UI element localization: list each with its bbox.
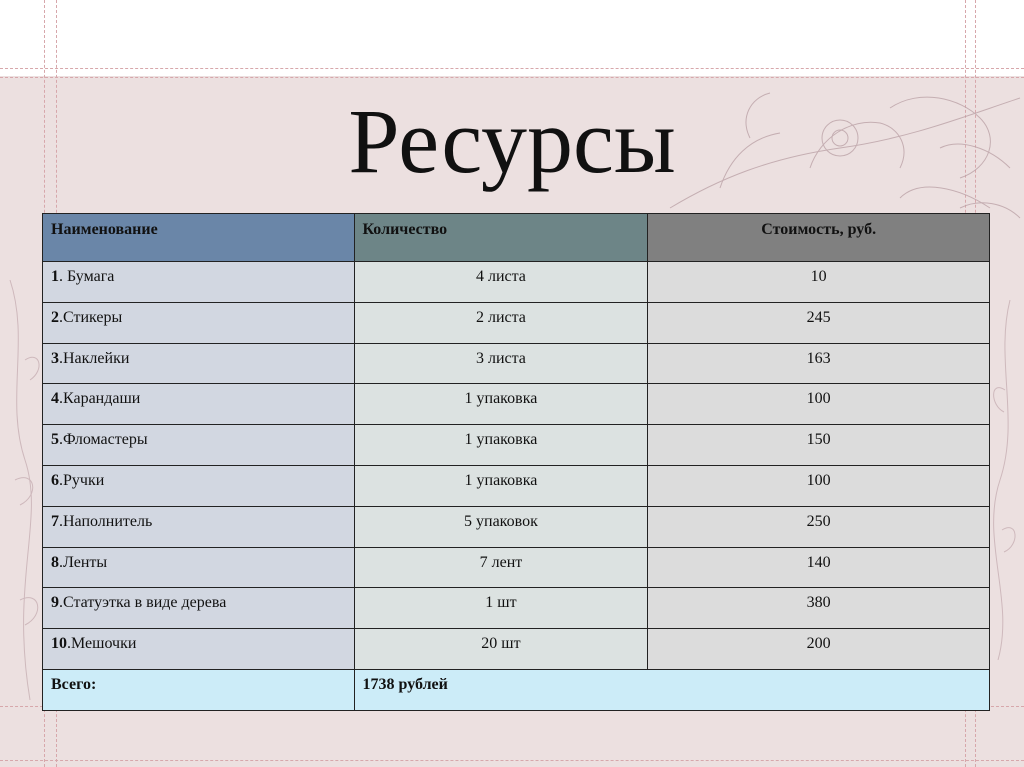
- item-quantity: 1 шт: [354, 588, 648, 629]
- item-cost: 380: [648, 588, 990, 629]
- total-label: Всего:: [43, 669, 355, 710]
- item-name: [43, 547, 355, 588]
- table-row: [43, 629, 990, 670]
- item-label: .Ручки: [59, 471, 105, 489]
- item-quantity: 20 шт: [354, 629, 648, 670]
- item-name: [43, 343, 355, 384]
- item-name: [43, 629, 355, 670]
- item-number: 2: [51, 308, 59, 326]
- table-row: [43, 302, 990, 343]
- table-header-row: [43, 214, 990, 262]
- item-quantity: 1 упаковка: [354, 384, 648, 425]
- item-name: [43, 425, 355, 466]
- item-number: 10: [51, 635, 67, 653]
- item-label: .Карандаши: [59, 390, 141, 408]
- item-label: .Наклейки: [59, 349, 130, 367]
- item-quantity: 1 упаковка: [354, 425, 648, 466]
- item-number: 9: [51, 594, 59, 612]
- item-number: 6: [51, 471, 59, 489]
- floral-decoration-right: [990, 300, 1024, 660]
- item-name: [43, 588, 355, 629]
- total-row: [43, 669, 990, 710]
- item-name: [43, 302, 355, 343]
- item-quantity: 4 листа: [354, 262, 648, 303]
- item-label: .Мешочки: [67, 635, 137, 653]
- item-label: .Ленты: [59, 553, 108, 571]
- table-row: [43, 588, 990, 629]
- resources-table: [42, 213, 990, 711]
- item-quantity: 7 лент: [354, 547, 648, 588]
- table-row: [43, 465, 990, 506]
- item-name: [43, 506, 355, 547]
- item-name: [43, 262, 355, 303]
- slide-title: Ресурсы: [348, 90, 676, 192]
- header-quantity: Количество: [354, 214, 648, 262]
- item-label: .Статуэтка в виде дерева: [59, 594, 227, 612]
- item-number: 4: [51, 390, 59, 408]
- item-cost: 245: [648, 302, 990, 343]
- table-row: [43, 425, 990, 466]
- item-quantity: 1 упаковка: [354, 465, 648, 506]
- item-number: 5: [51, 431, 59, 449]
- header-cost: Стоимость, руб.: [648, 214, 990, 262]
- item-label: . Бумага: [59, 268, 115, 285]
- item-cost: 10: [648, 262, 990, 303]
- item-label: .Стикеры: [59, 308, 123, 326]
- item-cost: 163: [648, 343, 990, 384]
- table-row: [43, 506, 990, 547]
- dashed-line-bottom-2: [0, 760, 1024, 761]
- item-cost: 150: [648, 425, 990, 466]
- table-row: [43, 343, 990, 384]
- table-row: [43, 547, 990, 588]
- item-quantity: 3 листа: [354, 343, 648, 384]
- item-label: .Наполнитель: [59, 512, 153, 530]
- item-name: [43, 465, 355, 506]
- item-cost: 100: [648, 465, 990, 506]
- item-cost: 200: [648, 629, 990, 670]
- item-number: 7: [51, 512, 59, 530]
- table-row: [43, 384, 990, 425]
- item-cost: 250: [648, 506, 990, 547]
- item-cost: 100: [648, 384, 990, 425]
- item-name: [43, 384, 355, 425]
- item-number: 1: [51, 268, 59, 285]
- item-number: 8: [51, 553, 59, 571]
- table-row: [43, 262, 990, 303]
- header-name: Наименование: [43, 214, 355, 262]
- item-cost: 140: [648, 547, 990, 588]
- item-number: 3: [51, 349, 59, 367]
- total-value: 1738 рублей: [354, 669, 990, 710]
- dashed-line-top: [0, 68, 1024, 69]
- item-quantity: 2 листа: [354, 302, 648, 343]
- item-quantity: 5 упаковок: [354, 506, 648, 547]
- item-label: .Фломастеры: [59, 431, 148, 449]
